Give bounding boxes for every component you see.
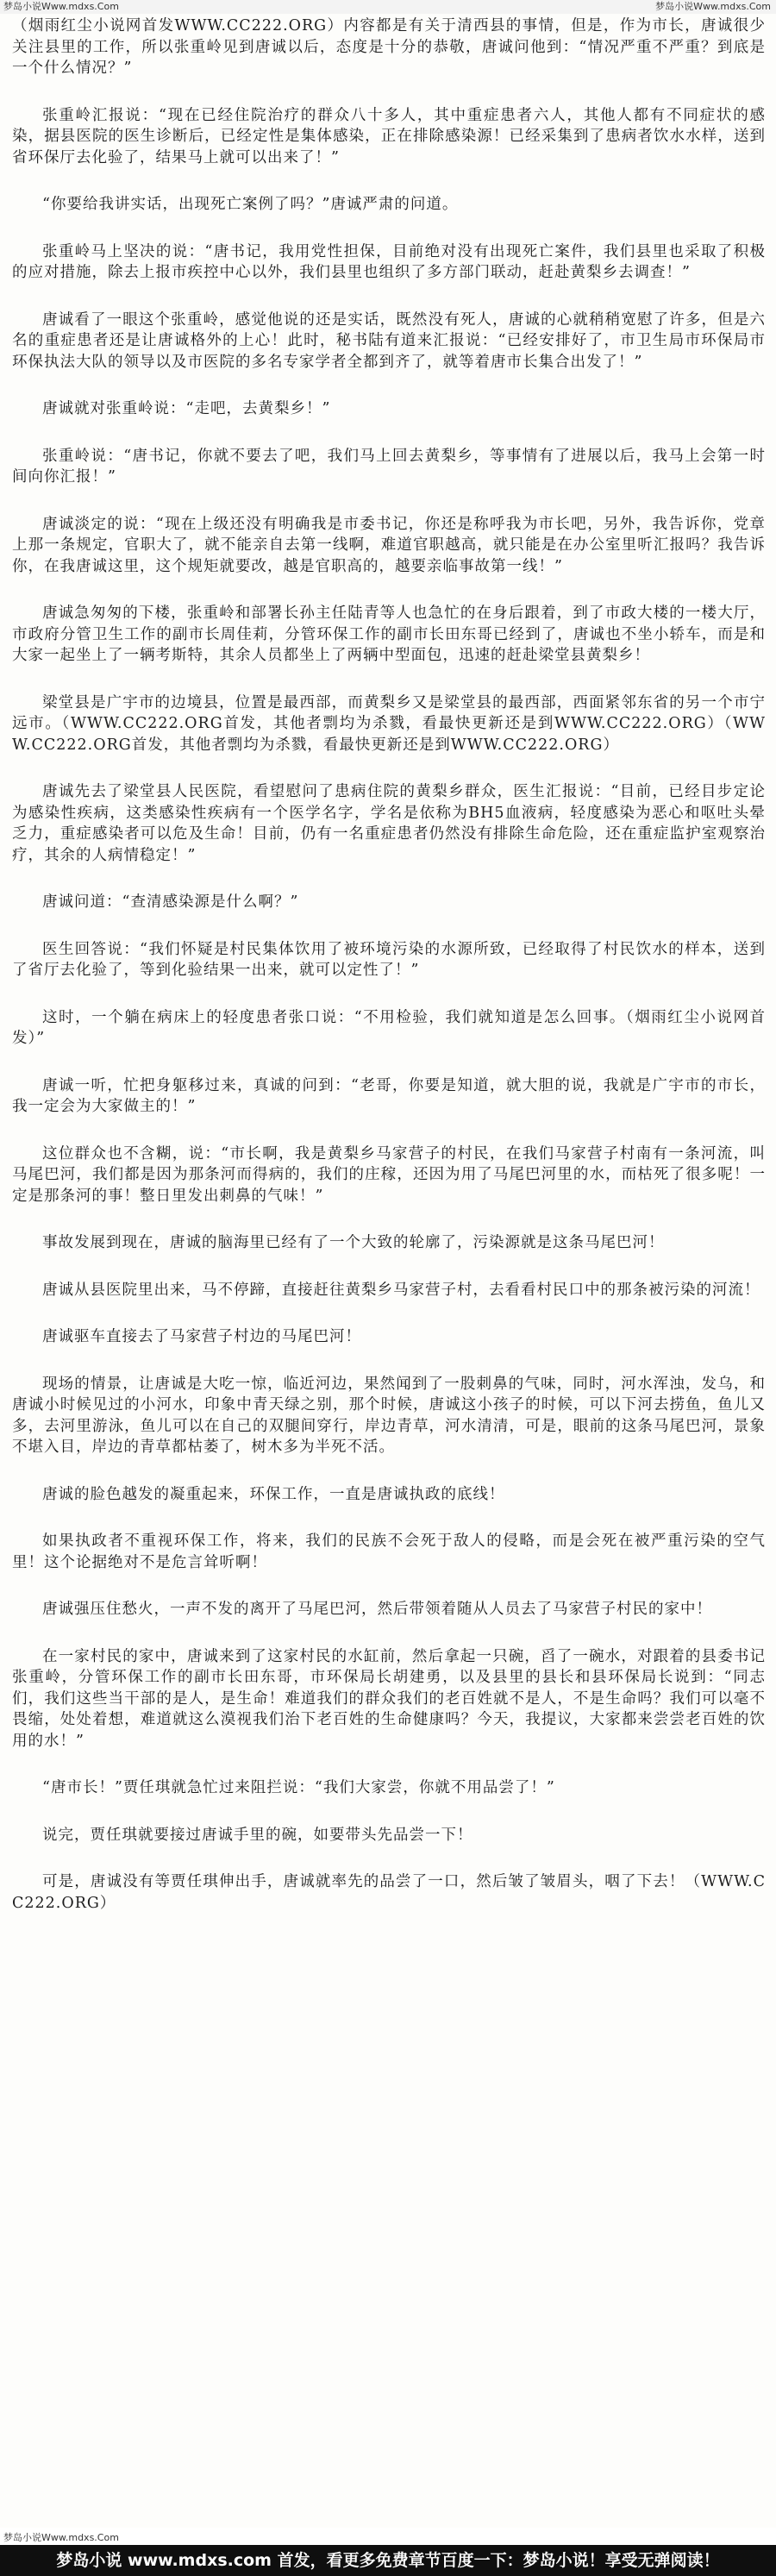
paragraph: 唐诚的脸色越发的凝重起来，环保工作，一直是唐诚执政的底线！	[42, 1485, 505, 1503]
paragraph: 唐诚就对张重岭说：“走吧，去黄梨乡！”	[42, 400, 331, 417]
paragraph: 如果执政者不重视环保工作，将来，我们的民族不会死于敌人的侵略，而是会死在被严重污染的空气里！这个论据绝对不是危言耸听啊！	[12, 1532, 766, 1571]
bottom-site-label: 梦岛小说Www.mdxs.Com	[3, 2532, 119, 2543]
paragraph: 可是，唐诚没有等贾任琪伸出手，唐诚就率先的品尝了一口，然后皱了皱眉头，咽了下去！（WWW.CC222.ORG）	[12, 1873, 766, 1912]
paragraph: 在一家村民的家中，唐诚来到了这家村民的水缸前，然后拿起一只碗，舀了一碗水，对跟着的县委书记张重岭，分管环保工作的副市长田东哥，市环保局长胡建勇，以及县里的县长和县环保局长说到：“同志们，我们这些当干部的是人，是生命！难道我们的群众我们的老百姓就不是人，不是生命吗？我们可以毫不畏缩，处处着想，难道就这么漠视我们治下老百姓的生命健康吗？今天，我提议，大家都来尝尝老百姓的饮用的水！”	[12, 1647, 766, 1750]
paragraph: “唐市长！”贾任琪就急忙过来阻拦说：“我们大家尝，你就不用品尝了！”	[42, 1779, 555, 1796]
paragraph: 医生回答说：“我们怀疑是村民集体饮用了被环境污染的水源所致，已经取得了村民饮水的样本，送到了省厅去化验了，等到化验结果一出来，就可以定性了！”	[12, 940, 766, 979]
scanned-page	[0, 14, 776, 2528]
paragraph: 现场的情景，让唐诚是大吃一惊，临近河边，果然闻到了一股刺鼻的气味，同时，河水浑浊，发乌，和唐诚小时候见过的小河水，印象中青天绿之别，那个时候，唐诚这小孩子的时候，可以下河去捞鱼，鱼儿又多，去河里游泳，鱼儿可以在自己的双腿间穿行，岸边青草，河水清清，可是，眼前的这条马尾巴河，景象不堪入目，岸边的青草都枯萎了，树木多为半死不活。	[12, 1375, 766, 1456]
paragraph: 这位群众也不含糊，说：“市长啊，我是黄梨乡马家营子的村民，在我们马家营子村南有一条河流，叫马尾巴河，我们都是因为那条河而得病的，我们的庄稼，还因为用了马尾巴河里的水，而枯死了很多呢！一定是那条河的事！整日里发出刺鼻的气味！”	[12, 1144, 766, 1205]
paragraph: 唐诚淡定的说：“现在上级还没有明确我是市委书记，你还是称呼我为市长吧，另外，我告诉你，党章上那一条规定，官职大了，就不能亲自去第一线啊，难道官职越高，就只能是在办公室里听汇报吗？我告诉你，在我唐诚这里，这个规矩就要改，越是官职高的，越要亲临事故第一线！”	[12, 515, 766, 575]
site-label-right: 梦岛小说Www.mdxs.Com	[655, 1, 771, 12]
paragraph: （烟雨红尘小说网首发WWW.CC222.ORG）内容都是有关于清西县的事情，但是，作为市长，唐诚很少关注县里的工作，所以张重岭见到唐诚以后，态度是十分的恭敬，唐诚问他到：“情况严重不严重？到底是一个什么情况？”	[12, 17, 766, 77]
top-bar	[0, 0, 776, 15]
paragraph: 唐诚先去了梁堂县人民医院，看望慰问了患病住院的黄梨乡群众，医生汇报说：“目前，已经目步定论为感染性疾病，这类感染性疾病有一个医学名字，学名是依称为BH5血液病，轻度感染为恶心和呕吐头晕乏力，重症感染者可以危及生命！目前，仍有一名重症患者仍然没有排除生命危险，还在重症监护室观察治疗，其余的人病情稳定！”	[12, 783, 766, 864]
paragraph: 唐诚强压住愁火，一声不发的离开了马尾巴河，然后带领着随从人员去了马家营子村民的家中！	[42, 1601, 712, 1618]
paragraph: 唐诚从县医院里出来，马不停蹄，直接赶往黄梨乡马家营子村，去看看村民口中的那条被污染的河流！	[42, 1281, 760, 1299]
paragraph: 说完，贾任琪就要接过唐诚手里的碗，如要带头先品尝一下！	[42, 1826, 473, 1844]
paragraph: 唐诚驱车直接去了马家营子村边的马尾巴河！	[42, 1328, 361, 1345]
paragraph: 梁堂县是广宇市的边境县，位置是最西部，而黄梨乡又是梁堂县的最西部，西面紧邻东省的另一个市宁远市。（WWW.CC222.ORG首发，其他者剽均为杀戮，看最快更新还是到WWW.CC222.ORG）（WWW.CC222.ORG首发，其他者剽均为杀戮，看最快更新还是到WWW.CC222.ORG）	[12, 693, 766, 754]
site-label-left: 梦岛小说Www.mdxs.Com	[3, 1, 119, 12]
paragraph: 这时，一个躺在病床上的轻度患者张口说：“不用检验，我们就知道是怎么回事。（烟雨红尘小说网首发）”	[12, 1008, 766, 1047]
paragraph: 事故发展到现在，唐诚的脑海里已经有了一个大致的轮廓了，污染源就是这条马尾巴河！	[42, 1234, 665, 1251]
paragraph: “你要给我讲实话，出现死亡案例了吗？”唐诚严肃的问道。	[42, 196, 459, 213]
paragraph: 唐诚问道：“查清感染源是什么啊？”	[42, 893, 299, 911]
paragraph: 唐诚一听，忙把身躯移过来，真诚的问到：“老哥，你要是知道，就大胆的说，我就是广宇市的市长，我一定会为大家做主的！”	[12, 1076, 766, 1115]
footer-banner: 梦岛小说 www.mdxs.com 首发，看更多免费章节百度一下：梦岛小说！享受无弹阅读！	[0, 2545, 776, 2576]
paragraph: 张重岭马上坚决的说：“唐书记，我用党性担保，目前绝对没有出现死亡案件，我们县里也采取了积极的应对措施，除去上报市疾控中心以外，我们县里也组织了多方部门联动，赶赴黄梨乡去调查！”	[12, 242, 766, 281]
paragraph: 张重岭说：“唐书记，你就不要去了吧，我们马上回去黄梨乡，等事情有了进展以后，我马上会第一时间向你汇报！”	[12, 447, 766, 486]
paragraph: 唐诚看了一眼这个张重岭，感觉他说的还是实话，既然没有死人，唐诚的心就稍稍宽慰了许多，但是六名的重症患者还是让唐诚格外的上心！此时，秘书陆有道来汇报说：“已经安排好了，市卫生局市环保局市环保执法大队的领导以及市医院的多名专家学者全都到齐了，就等着唐市长集合出发了！”	[12, 310, 766, 371]
paragraph: 唐诚急匆匆的下楼，张重岭和部署长孙主任陆青等人也急忙的在身后跟着，到了市政大楼的一楼大厅，市政府分管卫生工作的副市长周佳莉，分管环保工作的副市长田东哥已经到了，唐诚也不坐小轿车，而是和大家一起坐上了一辆考斯特，其余人员都坐上了两辆中型面包，迅速的赶赴梁堂县黄梨乡！	[12, 605, 766, 664]
paragraph: 张重岭汇报说：“现在已经住院治疗的群众八十多人，其中重症患者六人，其他人都有不同症状的感染，据县医院的医生诊断后，已经定性是集体感染，正在排除感染源！已经采集到了患病者饮水水样，送到省环保厅去化验了，结果马上就可以出来了！”	[12, 106, 766, 166]
